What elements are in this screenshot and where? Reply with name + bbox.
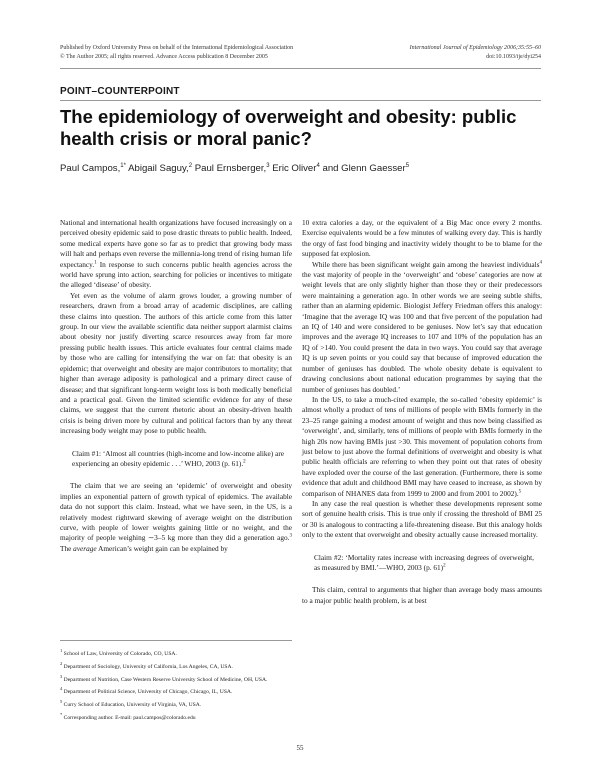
claim-text: Claim #2: ‘Mortality rates increase with increasing degrees of overweight, as measured by BMI.’—WHO, 2003 (p. 61)	[314, 552, 534, 572]
footnote-marker: 5	[60, 699, 63, 704]
affiliation-footnotes	[60, 640, 292, 724]
footnote	[60, 647, 292, 658]
author-name[interactable]: Abigail Saguy,	[128, 163, 189, 175]
footnote	[60, 685, 292, 696]
article-title: The epidemiology of overweight and obesity: public health crisis or moral panic?	[60, 106, 517, 149]
footnote-text: Department of Nutrition, Case Western Reserve University School of Medicine, OH, USA.	[63, 676, 268, 683]
paragraph-text: In the US, to take a much-cited example, the so-called ‘obesity epidemic’ is almost wholly a product of tens of millions of people with BMIs formerly in the 23–25 range gaining a modest amount of weight and thus now being classified as ‘overweight’, and, similarly, tens of millions of people with BMIs formerly in the high 20s now having BMIs just >30. This movement of population cohorts from just below to just above the formal definitions of overweight and obesity is what public health officials are referring to when they point out that rates of obesity have exploded over the course of the last generation. (Furthermore, there is some evidence that adult and childhood BMI may have ceased to increase, as shown by comparison of NHANES data from 1999 to 2000 and from 2001 to 2002).	[302, 394, 542, 498]
footnote-marker: 3	[60, 673, 63, 679]
affiliation-marker: 2	[188, 163, 193, 169]
paragraph	[302, 260, 542, 395]
reference-marker[interactable]: 1	[94, 260, 97, 266]
paragraph-text: the vast majority of people in the ‘overweight’ and ‘obese’ categories are now at weight levels that are only slightly higher than those they or their predecessors were maintaining a generation ago. In other words we are seeing subtle shifts, rather than an alarming epidemic. Biologist Jeffery Friedman offers this analogy: ‘Imagine that the average IQ was 100 and that five percent of the population had an IQ of 140 and were considered to be geniuses. Now let’s say that education improves and the average IQ increases to 107 and 10% of the population has an IQ of >140. You could present the data in two ways. You could say that average IQ is up seven points or you could say that because of improved education the number of geniuses has doubled. The whole obesity debate is equivalent to drawing conclusions about national education programmes by saying that the number of geniuses has doubled.’	[302, 270, 542, 394]
author-list	[60, 163, 409, 174]
emphasis-text: average	[73, 543, 97, 553]
claim-quote	[314, 553, 534, 574]
footnote	[60, 660, 292, 671]
claim-text: Claim #1: ‘Almost all countries (high-income and low-income alike) are experiencing an obesity epidemic . . .’ WHO, 2003 (p. 61).	[72, 448, 284, 468]
affiliation-marker: 5	[405, 163, 410, 169]
paragraph-text: The	[60, 543, 74, 553]
doi-link[interactable]: doi:10.1093/ije/dyi254	[486, 54, 541, 60]
copyright-line: © The Author 2005; all rights reserved. Advance Access publication 8 December 2005	[60, 54, 268, 60]
header-divider	[60, 68, 541, 69]
footnote-text: Department of Sociology, University of California, Los Angeles, CA, USA.	[63, 663, 233, 670]
footnote-marker: 1	[60, 648, 63, 653]
journal-citation: International Journal of Epidemiology 2006;35:55–60	[409, 45, 541, 51]
right-column	[302, 218, 542, 606]
paragraph	[60, 218, 292, 291]
footnote-marker: 2	[60, 660, 63, 666]
publisher-line: Published by Oxford University Press on behalf of the International Epidemiological Association	[60, 45, 294, 51]
paragraph	[302, 395, 542, 499]
footnote	[60, 711, 292, 722]
affiliation-marker: 3	[266, 163, 270, 169]
left-column	[60, 218, 292, 554]
footnote-marker: *	[60, 711, 63, 717]
footnote	[60, 673, 292, 684]
paragraph-text: The claim that we are seeing an ‘epidemic’ of overweight and obesity implies an exponential pattern of growth typical of epidemics. The available data do not support this claim. Instead, what we have seen, in the US, is a relatively modest rightward skewing of average weight on the distribution curve, with people of lower weights gaining little or no weight, and the majority of people weighing ∼3–5 kg more than they did a generation ago.	[60, 481, 292, 543]
footnote-text: Department of Political Science, University of Chicago, Chicago, IL, USA.	[63, 689, 233, 696]
section-divider	[60, 100, 541, 101]
reference-marker[interactable]: 3	[289, 533, 292, 539]
paragraph: 10 extra calories a day, or the equivalent of a Big Mac once every 2 months. Exercise equivalents would be a few minutes of walking every day. This is hardly the orgy of fast food binging and inactivity widely thought to be to blame for the supposed fat explosion.	[302, 218, 542, 259]
reference-marker[interactable]: 2	[243, 459, 246, 465]
affiliation-marker: 4	[316, 163, 320, 169]
paragraph: This claim, central to arguments that higher than average body mass amounts to a major public health problem, is at best	[302, 585, 542, 605]
asterisk-icon: *	[123, 163, 126, 169]
claim-quote	[72, 449, 284, 470]
author-name[interactable]: and Glenn Gaesser	[322, 163, 406, 175]
author-name[interactable]: Paul Ernsberger,	[194, 163, 267, 175]
author-name[interactable]: Eric Oliver	[272, 163, 317, 175]
footnote-marker: 4	[60, 686, 63, 692]
paragraph-text: National and international health organizations have focused increasingly on a perceived obesity epidemic said to pose drastic threats to public health. Indeed, some medical experts have gone so far as to predict that growing body mass will halt and perhaps even reverse the millennia-long trend of rising human life expectancy.	[60, 218, 292, 269]
paragraph: In any case the real question is whether these developments represent some sort of genuine health crisis. This is true only if crossing the threshold of BMI 25 or 30 is analogous to contracting a life-threatening disease. But this analogy holds only to the extent that overweight and obesity actually cause increased mortality.	[302, 498, 542, 540]
paragraph: Yet even as the volume of alarm grows louder, a growing number of researchers, drawn from a broad array of academic disciplines, are calling these claims into question. The authors of this article come from this latter group. In our view the available scientific data neither support alarmist claims about obesity nor justify diverting scarce resources away from far more pressing public health issues. This article evaluates four central claims made by those who are calling for intensifying the war on fat: that obesity is an epidemic; that overweight and obesity are major contributors to mortality; that higher than average adiposity is pathological and a primary direct cause of disease; and that significant long-term weight loss is both medically beneficial and a practical goal. Given the limited scientific evidence for any of these claims, we suggest that the current rhetoric about an obesity-driven health crisis is being driven more by cultural and political factors than by any threat increasing body weight may pose to public health.	[60, 290, 292, 436]
author-name[interactable]: Paul Campos,	[60, 163, 121, 175]
journal-header	[311, 44, 541, 62]
paragraph	[60, 481, 292, 554]
page-number: 55	[296, 744, 304, 752]
section-label: POINT–COUNTERPOINT	[60, 86, 180, 97]
footnote	[60, 698, 292, 709]
footnote-text: School of Law, University of Colorado, CO, USA.	[63, 650, 177, 657]
reference-marker[interactable]: 5	[518, 489, 522, 495]
reference-marker[interactable]: 4	[539, 260, 542, 266]
reference-marker[interactable]: 2	[443, 563, 446, 569]
paragraph-text: In response to such concerns public health agencies across the world have sprung into action, searching for policies or incentives to mitigate the alleged ‘disease’ of obesity.	[60, 259, 292, 290]
corresponding-author-email[interactable]: Corresponding author. E-mail: paul.campos@colorado.edu	[63, 714, 196, 721]
affiliation-marker: 1	[120, 163, 124, 169]
paragraph-text: While there has been significant weight gain among the heaviest individuals	[312, 259, 540, 269]
footnote-text: Curry School of Education, University of Virginia, VA, USA.	[63, 701, 202, 708]
paragraph-text: American’s weight gain can be explained by	[96, 543, 228, 553]
